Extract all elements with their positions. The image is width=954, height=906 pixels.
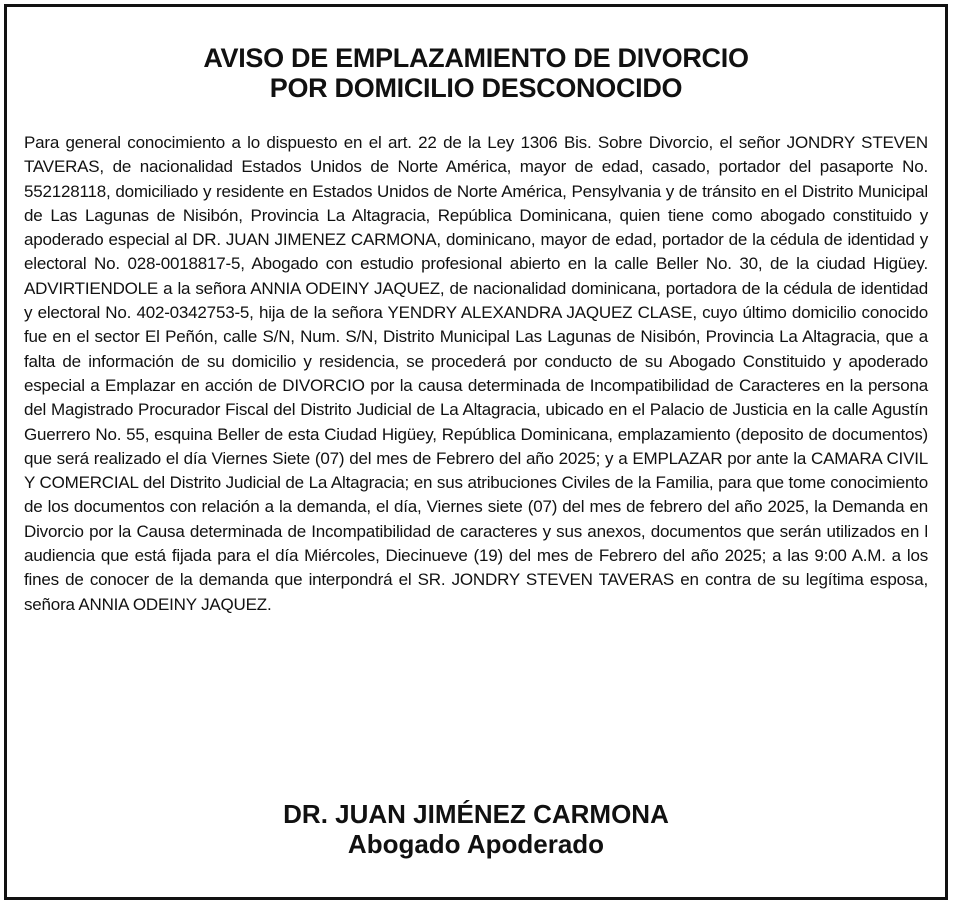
notice-title-line-1: AVISO DE EMPLAZAMIENTO DE DIVORCIO xyxy=(203,43,749,73)
legal-notice-box xyxy=(4,4,948,900)
notice-title xyxy=(7,43,945,103)
notice-title-line-2: POR DOMICILIO DESCONOCIDO xyxy=(269,73,683,103)
signature-name: DR. JUAN JIMÉNEZ CARMONA xyxy=(283,799,669,829)
signature-block xyxy=(7,799,945,859)
notice-body: Para general conocimiento a lo dispuesto en el art. 22 de la Ley 1306 Bis. Sobre Divorcio, el señor JONDRY STEVEN TAVERAS, de nacionalidad Estados Unidos de Norte América, mayor de edad, casado, portador del pasaporte No. 552128118, domiciliado y residente en Estados Unidos de Norte América, Pensylvania y de tránsito en el Distrito Municipal de Las Lagunas de Nisibón, Provincia La Altagracia, República Dominicana, quien tiene como abogado constituido y apoderado especial al DR. JUAN JIMENEZ CARMONA, dominicano, mayor de edad, portador de la cédula de identidad y electoral No. 028-0018817-5, Abogado con estudio profesional abierto en la calle Beller No. 30, de la ciudad Higüey. ADVIRTIENDOLE a la señora ANNIA ODEINY JAQUEZ, de nacionalidad dominicana, portadora de la cédula de identidad y electoral No. 402-0342753-5, hija de la señora YENDRY ALEXANDRA JAQUEZ CLASE, cuyo último domicilio conocido fue en el sector El Peñón, calle S/N, Num. S/N, Distrito Municipal Las Lagunas de Nisibón, Provincia La Altagracia, que a falta de información de su domicilio y residencia, se procederá por conducto de su Abogado Constituido y apoderado especial a Emplazar en acción de DIVORCIO por la causa determinada de Incompatibilidad de Caracteres en la persona del Magistrado Procurador Fiscal del Distrito Judicial de La Altagracia, ubicado en el Palacio de Justicia en la calle Agustín Guerrero No. 55, esquina Beller de esta Ciudad Higüey, República Dominicana, emplazamiento (deposito de documentos) que será realizado el día Viernes Siete (07) del mes de Febrero del año 2025; y a EMPLAZAR por ante la CAMARA CIVIL Y COMERCIAL del Distrito Judicial de La Altagracia; en sus atribuciones Civiles de la Familia, para que tome conocimiento de los documentos con relación a la demanda, el día, Viernes siete (07) del mes de febrero del año 2025, la Demanda en Divorcio por la Causa determinada de Incompatibilidad de caracteres y sus anexos, documentos que serán utilizados en l audiencia que está fijada para el día Miércoles, Diecinueve (19) del mes de Febrero del año 2025; a las 9:00 A.M. a los fines de conocer de la demanda que interpondrá el SR. JONDRY STEVEN TAVERAS en contra de su legítima esposa, señora ANNIA ODEINY JAQUEZ. xyxy=(24,133,928,614)
signature-role: Abogado Apoderado xyxy=(347,829,605,859)
